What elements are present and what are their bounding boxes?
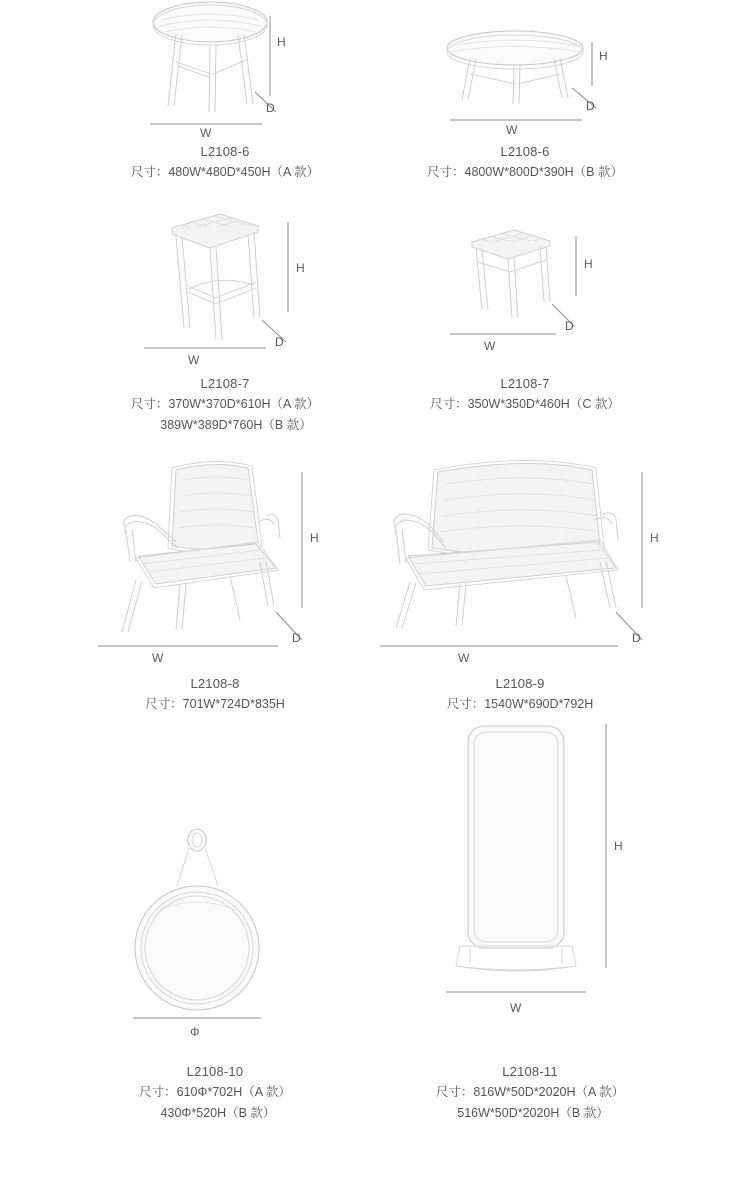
item-l2108-11 — [400, 700, 660, 1124]
label-height: H — [599, 49, 608, 63]
captions — [110, 374, 340, 436]
item-code: L2108-8 — [190, 676, 240, 691]
label-width: W — [188, 353, 200, 367]
label-width: W — [484, 339, 496, 353]
label-height: H — [614, 839, 623, 853]
captions — [80, 674, 350, 715]
item-spec-line-1: 尺寸：1540W*690D*792H — [446, 697, 594, 711]
captions — [410, 374, 640, 415]
captions — [410, 142, 640, 183]
label-width: W — [152, 651, 164, 665]
label-depth: D — [266, 101, 275, 115]
item-l2108-7-c — [410, 200, 640, 415]
captions — [400, 1062, 660, 1124]
item-code: L2108-7 — [500, 376, 550, 391]
round-side-table-illustration — [110, 0, 340, 140]
label-depth: D — [565, 319, 574, 333]
standing-mirror-illustration — [400, 700, 660, 1040]
label-depth: D — [275, 335, 284, 349]
label-height: H — [277, 35, 286, 49]
label-width: W — [200, 126, 212, 140]
label-diameter: Φ — [190, 1025, 200, 1039]
label-depth: D — [632, 631, 641, 645]
item-spec-line-1: 尺寸：480W*480D*450H（A 款） — [130, 165, 320, 179]
item-spec-line-1: 尺寸：4800W*800D*390H（B 款） — [427, 165, 623, 179]
item-code: L2108-9 — [495, 676, 545, 691]
captions — [110, 142, 340, 183]
item-spec-line-1: 尺寸：816W*50D*2020H（A 款） — [435, 1085, 625, 1099]
item-code: L2108-6 — [500, 144, 550, 159]
item-spec-line-2: 389W*389D*760H（B 款） — [160, 418, 312, 432]
label-width: W — [510, 1001, 522, 1015]
item-spec-line-1: 尺寸：701W*724D*835H — [145, 697, 285, 711]
item-code: L2108-11 — [502, 1064, 558, 1079]
item-l2108-6-b — [410, 0, 640, 183]
item-spec-line-2: 430Φ*520H（B 款） — [160, 1106, 276, 1120]
label-depth: D — [586, 99, 595, 113]
label-width: W — [458, 651, 470, 665]
round-coffee-table-illustration — [410, 0, 640, 140]
item-l2108-7-a — [110, 200, 340, 436]
item-l2108-10 — [85, 790, 345, 1124]
label-depth: D — [292, 631, 301, 645]
item-code: L2108-10 — [186, 1064, 244, 1079]
label-width: W — [506, 123, 518, 137]
captions — [85, 1062, 345, 1124]
item-l2108-8 — [80, 450, 350, 715]
two-seat-sofa-illustration — [370, 450, 670, 672]
label-height: H — [584, 257, 593, 271]
item-l2108-9 — [370, 450, 670, 715]
item-spec-line-2: 516W*50D*2020H（B 款） — [457, 1106, 609, 1120]
item-code: L2108-6 — [200, 144, 250, 159]
armchair-illustration — [80, 450, 350, 672]
bar-stool-illustration — [110, 200, 340, 372]
low-stool-illustration — [410, 200, 640, 372]
item-spec-line-1: 尺寸：350W*350D*460H（C 款） — [430, 397, 620, 411]
label-height: H — [650, 531, 659, 545]
item-l2108-6-a — [110, 0, 340, 183]
label-height: H — [310, 531, 319, 545]
label-height: H — [296, 261, 305, 275]
item-spec-line-1: 尺寸：610Φ*702H（A 款） — [139, 1085, 291, 1099]
item-code: L2108-7 — [200, 376, 250, 391]
round-mirror-illustration — [85, 790, 345, 1040]
item-spec-line-1: 尺寸：370W*370D*610H（A 款） — [130, 397, 320, 411]
